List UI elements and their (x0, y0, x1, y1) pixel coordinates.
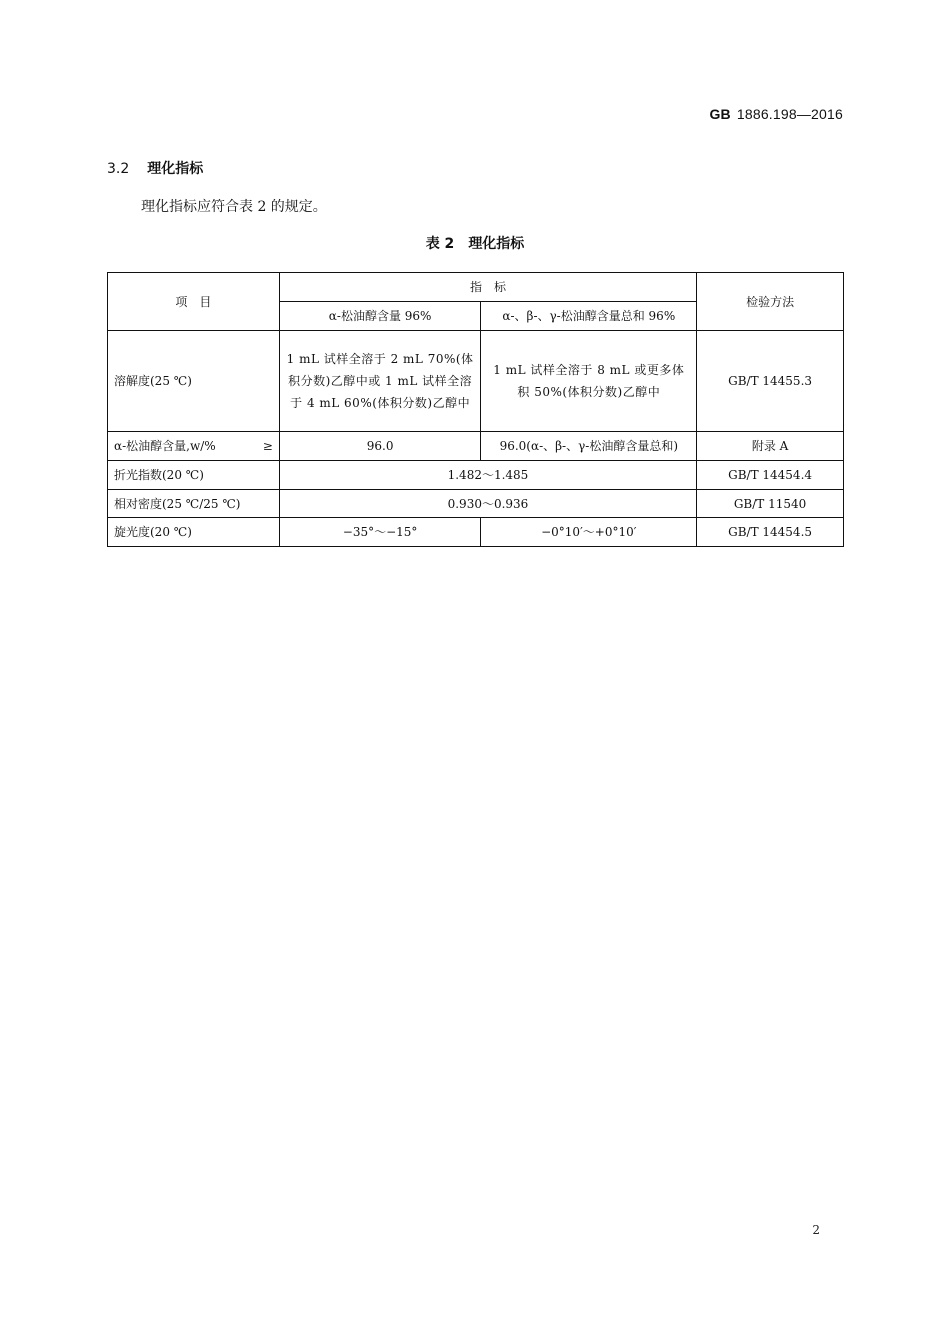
section-heading (107, 158, 203, 178)
header-method: 检验方法 (697, 273, 844, 331)
row-label: 折光指数(20 ℃) (108, 461, 280, 490)
row-value-a: 96.0 (279, 432, 481, 461)
row-method: GB/T 14454.4 (697, 461, 844, 490)
page-number: 2 (812, 1223, 820, 1237)
standard-code (709, 106, 843, 122)
row-value-merged: 0.930～0.936 (279, 490, 696, 518)
section-number: 3.2 (107, 161, 130, 177)
row-method: GB/T 11540 (697, 490, 844, 518)
table-caption (0, 233, 950, 253)
table-caption-title: 理化指标 (468, 236, 525, 252)
row-label-cell (108, 432, 280, 461)
row-value-a: −35°～−15° (279, 518, 481, 547)
table-row (108, 518, 844, 547)
row-method: 附录 A (697, 432, 844, 461)
row-method: GB/T 14455.3 (697, 331, 844, 432)
row-label: α-松油醇含量,w/% (114, 439, 216, 453)
row-label: 旋光度(20 ℃) (108, 518, 280, 547)
header-col-b: α-、β-、γ-松油醇含量总和 96% (481, 302, 697, 331)
header-item: 项 目 (108, 273, 280, 331)
row-value-b: 96.0(α-、β-、γ-松油醇含量总和) (481, 432, 697, 461)
header-col-a: α-松油醇含量 96% (279, 302, 481, 331)
table-row (108, 432, 844, 461)
table-caption-number: 表 2 (425, 236, 455, 252)
table-row (108, 490, 844, 518)
table-row (108, 461, 844, 490)
row-method: GB/T 14454.5 (697, 518, 844, 547)
row-value-a: 1 mL 试样全溶于 2 mL 70%(体积分数)乙醇中或 1 mL 试样全溶于 4 mL 60%(体积分数)乙醇中 (279, 331, 481, 432)
section-title: 理化指标 (147, 161, 204, 177)
standard-code-prefix: GB (709, 106, 731, 122)
table-header-row (108, 273, 844, 302)
row-label: 溶解度(25 ℃) (108, 331, 280, 432)
row-value-b: −0°10′～+0°10′ (481, 518, 697, 547)
row-value-merged: 1.482～1.485 (279, 461, 696, 490)
header-indicator: 指 标 (279, 273, 696, 302)
table-row (108, 331, 844, 432)
section-body: 理化指标应符合表 2 的规定。 (141, 199, 327, 215)
standard-code-number: 1886.198—2016 (736, 106, 843, 122)
row-value-b: 1 mL 试样全溶于 8 mL 或更多体积 50%(体积分数)乙醇中 (481, 331, 697, 432)
spec-table (107, 272, 844, 547)
row-label-suffix: ≥ (262, 439, 273, 453)
row-label: 相对密度(25 ℃/25 ℃) (108, 490, 280, 518)
